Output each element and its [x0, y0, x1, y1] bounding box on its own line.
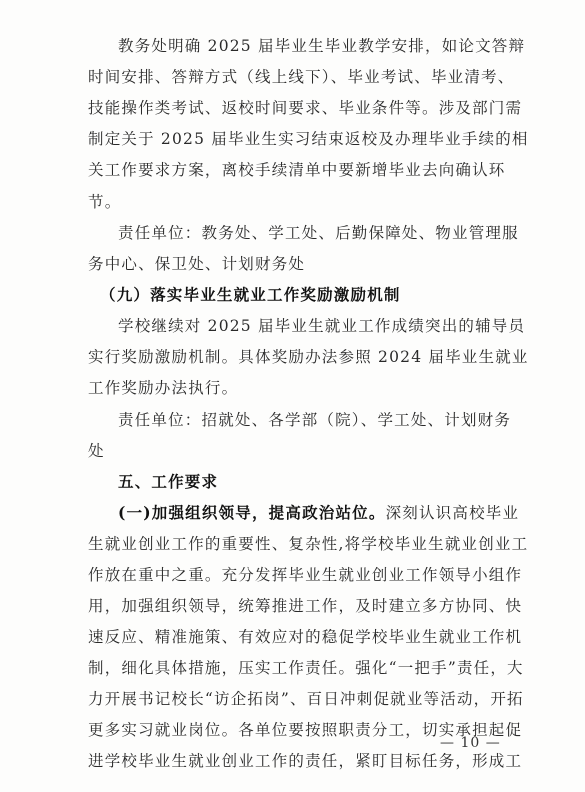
- section-heading: （九）落实毕业生就业工作奖励激励机制: [100, 285, 401, 304]
- text-line: 教务处明确 2025 届毕业生毕业教学安排，如论文答辩: [118, 37, 526, 55]
- text-line: 关工作要求方案，离校手续清单中要新增毕业去向确认环: [88, 161, 506, 179]
- text-line: 进学校毕业生就业创业工作的责任，紧盯目标任务，形成工: [88, 752, 523, 770]
- text-line: 力开展书记校长“访企拓岗”、百日冲刺促就业等活动，开拓: [88, 690, 524, 708]
- section-heading: 五、工作要求: [118, 472, 219, 491]
- text-line: 时间安排、答辩方式（线上线下）、毕业考试、毕业清考、: [88, 68, 515, 86]
- text-line: 速反应、精准施策、有效应对的稳促学校毕业生就业工作机: [88, 628, 523, 646]
- text-line: (一)加强组织领导，提高政治站位。深刻认识高校毕业: [118, 503, 520, 522]
- text-line: 处: [88, 442, 105, 460]
- text-line: 责任单位：招就处、各学部（院）、学工处、计划财务: [118, 411, 512, 429]
- text-line: 生就业创业工作的重要性、复杂性,将学校毕业生就业创业工: [88, 535, 529, 553]
- text-line: 责任单位：教务处、学工处、后勤保障处、物业管理服: [118, 224, 519, 242]
- text-line: 工作奖励办法执行。: [88, 379, 239, 397]
- text-line: 学校继续对 2025 届毕业生就业工作成绩突出的辅导员: [118, 317, 526, 335]
- text-line: 更多实习就业岗位。各单位要按照职责分工，切实承担起促: [88, 721, 523, 739]
- text-line: 用，加强组织领导，统筹推进工作，及时建立多方协同、快: [88, 597, 523, 615]
- text-line: 作放在重中之重。充分发挥毕业生就业创业工作领导小组作: [88, 566, 523, 584]
- text-line: 制，细化具体措施，压实工作责任。强化“一把手”责任，大: [88, 659, 524, 677]
- text-line: 制定关于 2025 届毕业生实习结束返校及办理毕业手续的相: [88, 130, 529, 148]
- page-number: — 10 —: [440, 735, 501, 751]
- text-line: 技能操作类考试、返校时间要求、毕业条件等。涉及部门需: [88, 99, 523, 117]
- paragraph-lead: (一)加强组织领导，提高政治站位。: [118, 503, 386, 522]
- text-line: 务中心、保卫处、计划财务处: [88, 255, 306, 273]
- text-line: 节。: [88, 193, 122, 211]
- text-line: 实行奖励激励机制。具体奖励办法参照 2024 届毕业生就业: [88, 348, 529, 366]
